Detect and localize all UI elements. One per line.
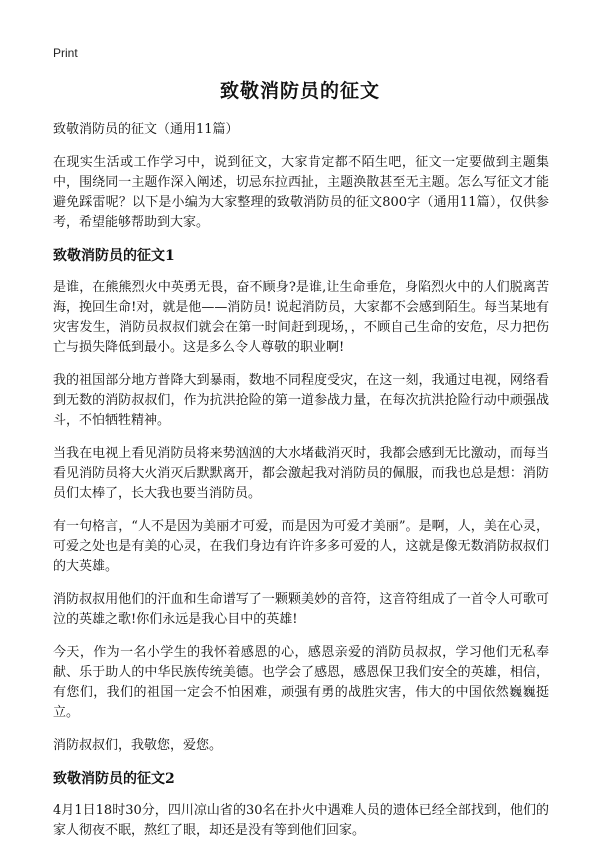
document-content [53,120,549,854]
section-1-paragraph: 是谁，在熊熊烈火中英勇无畏，奋不顾身?是谁,让生命垂危，身陷烈火中的人们脱离苦海，挽回生命!对，就是他——消防员! 说起消防员，大家都不会感到陌生。每当某地有灾害发生，消防员叔叔们就会在第一时间赶到现场，，不顾自己生命的安危，尽力把伤亡与损失降低到最小。这是多么令人尊敬的职业啊! [53,280,549,355]
section-1-paragraph: 今天，作为一名小学生的我怀着感恩的心，感恩亲爱的消防员叔叔，学习他们无私奉献、乐于助人的中华民族传统美德。也学会了感恩，感恩保卫我们安全的英雄，相信，有您们，我们的祖国一定会不怕困难，顽强有勇的战胜灾害，伟大的中国依然巍巍挺立。 [53,645,549,720]
section-2-paragraph: 4月1日18时30分，四川凉山省的30名在扑火中遇难人员的遗体已经全部找到，他们的家人彻夜不眠，熬红了眼，却还是没有等到他们回家。 [53,803,549,838]
section-1-paragraph: 消防叔叔们，我敬您，爱您。 [53,738,223,753]
section-1-paragraph: 当我在电视上看见消防员将来势汹汹的大水堵截消灭时，我都会感到无比激动，而每当看见消防员将大火消灭后默默离开，都会激起我对消防员的佩服，而我也总是想：消防员们太棒了，长大我也要当消防员。 [53,446,549,501]
section-1-paragraph: 消防叔叔用他们的汗血和生命谱写了一颗颗美妙的音符，这音符组成了一首令人可歌可泣的英雄之歌!你们永远是我心目中的英雄! [53,592,549,627]
section-1-paragraph: 我的祖国部分地方普降大到暴雨，数地不同程度受灾，在这一刻，我通过电视，网络看到无数的消防叔叔们，作为抗洪抢险的第一道参战力量，在每次抗洪抢险行动中顽强战斗，不怕牺牲精神。 [53,373,549,428]
print-link[interactable]: Print [53,46,78,60]
section-1-paragraph: 有一句格言，“人不是因为美丽才可爱，而是因为可爱才美丽”。是啊，人，美在心灵，可爱之处也是有美的心灵，在我们身边有许许多多可爱的人，这就是像无数消防叔叔们的大英雄。 [53,519,549,574]
document-title: 致敬消防员的征文 [219,80,380,102]
section-heading-1: 致敬消防员的征文1 [53,248,175,264]
section-heading-2: 致敬消防员的征文2 [53,771,175,787]
document-subtitle: 致敬消防员的征文（通用11篇） [53,122,239,137]
intro-paragraph: 在现实生活或工作学习中，说到征文，大家肯定都不陌生吧，征文一定要做到主题集中，围绕同一主题作深入阐述，切忌东拉西扯，主题涣散甚至无主题。怎么写征文才能避免踩雷呢？以下是小编为大家整理的致敬消防员的征文800字（通用11篇），仅供参考，希望能够帮助到大家。 [53,155,549,230]
